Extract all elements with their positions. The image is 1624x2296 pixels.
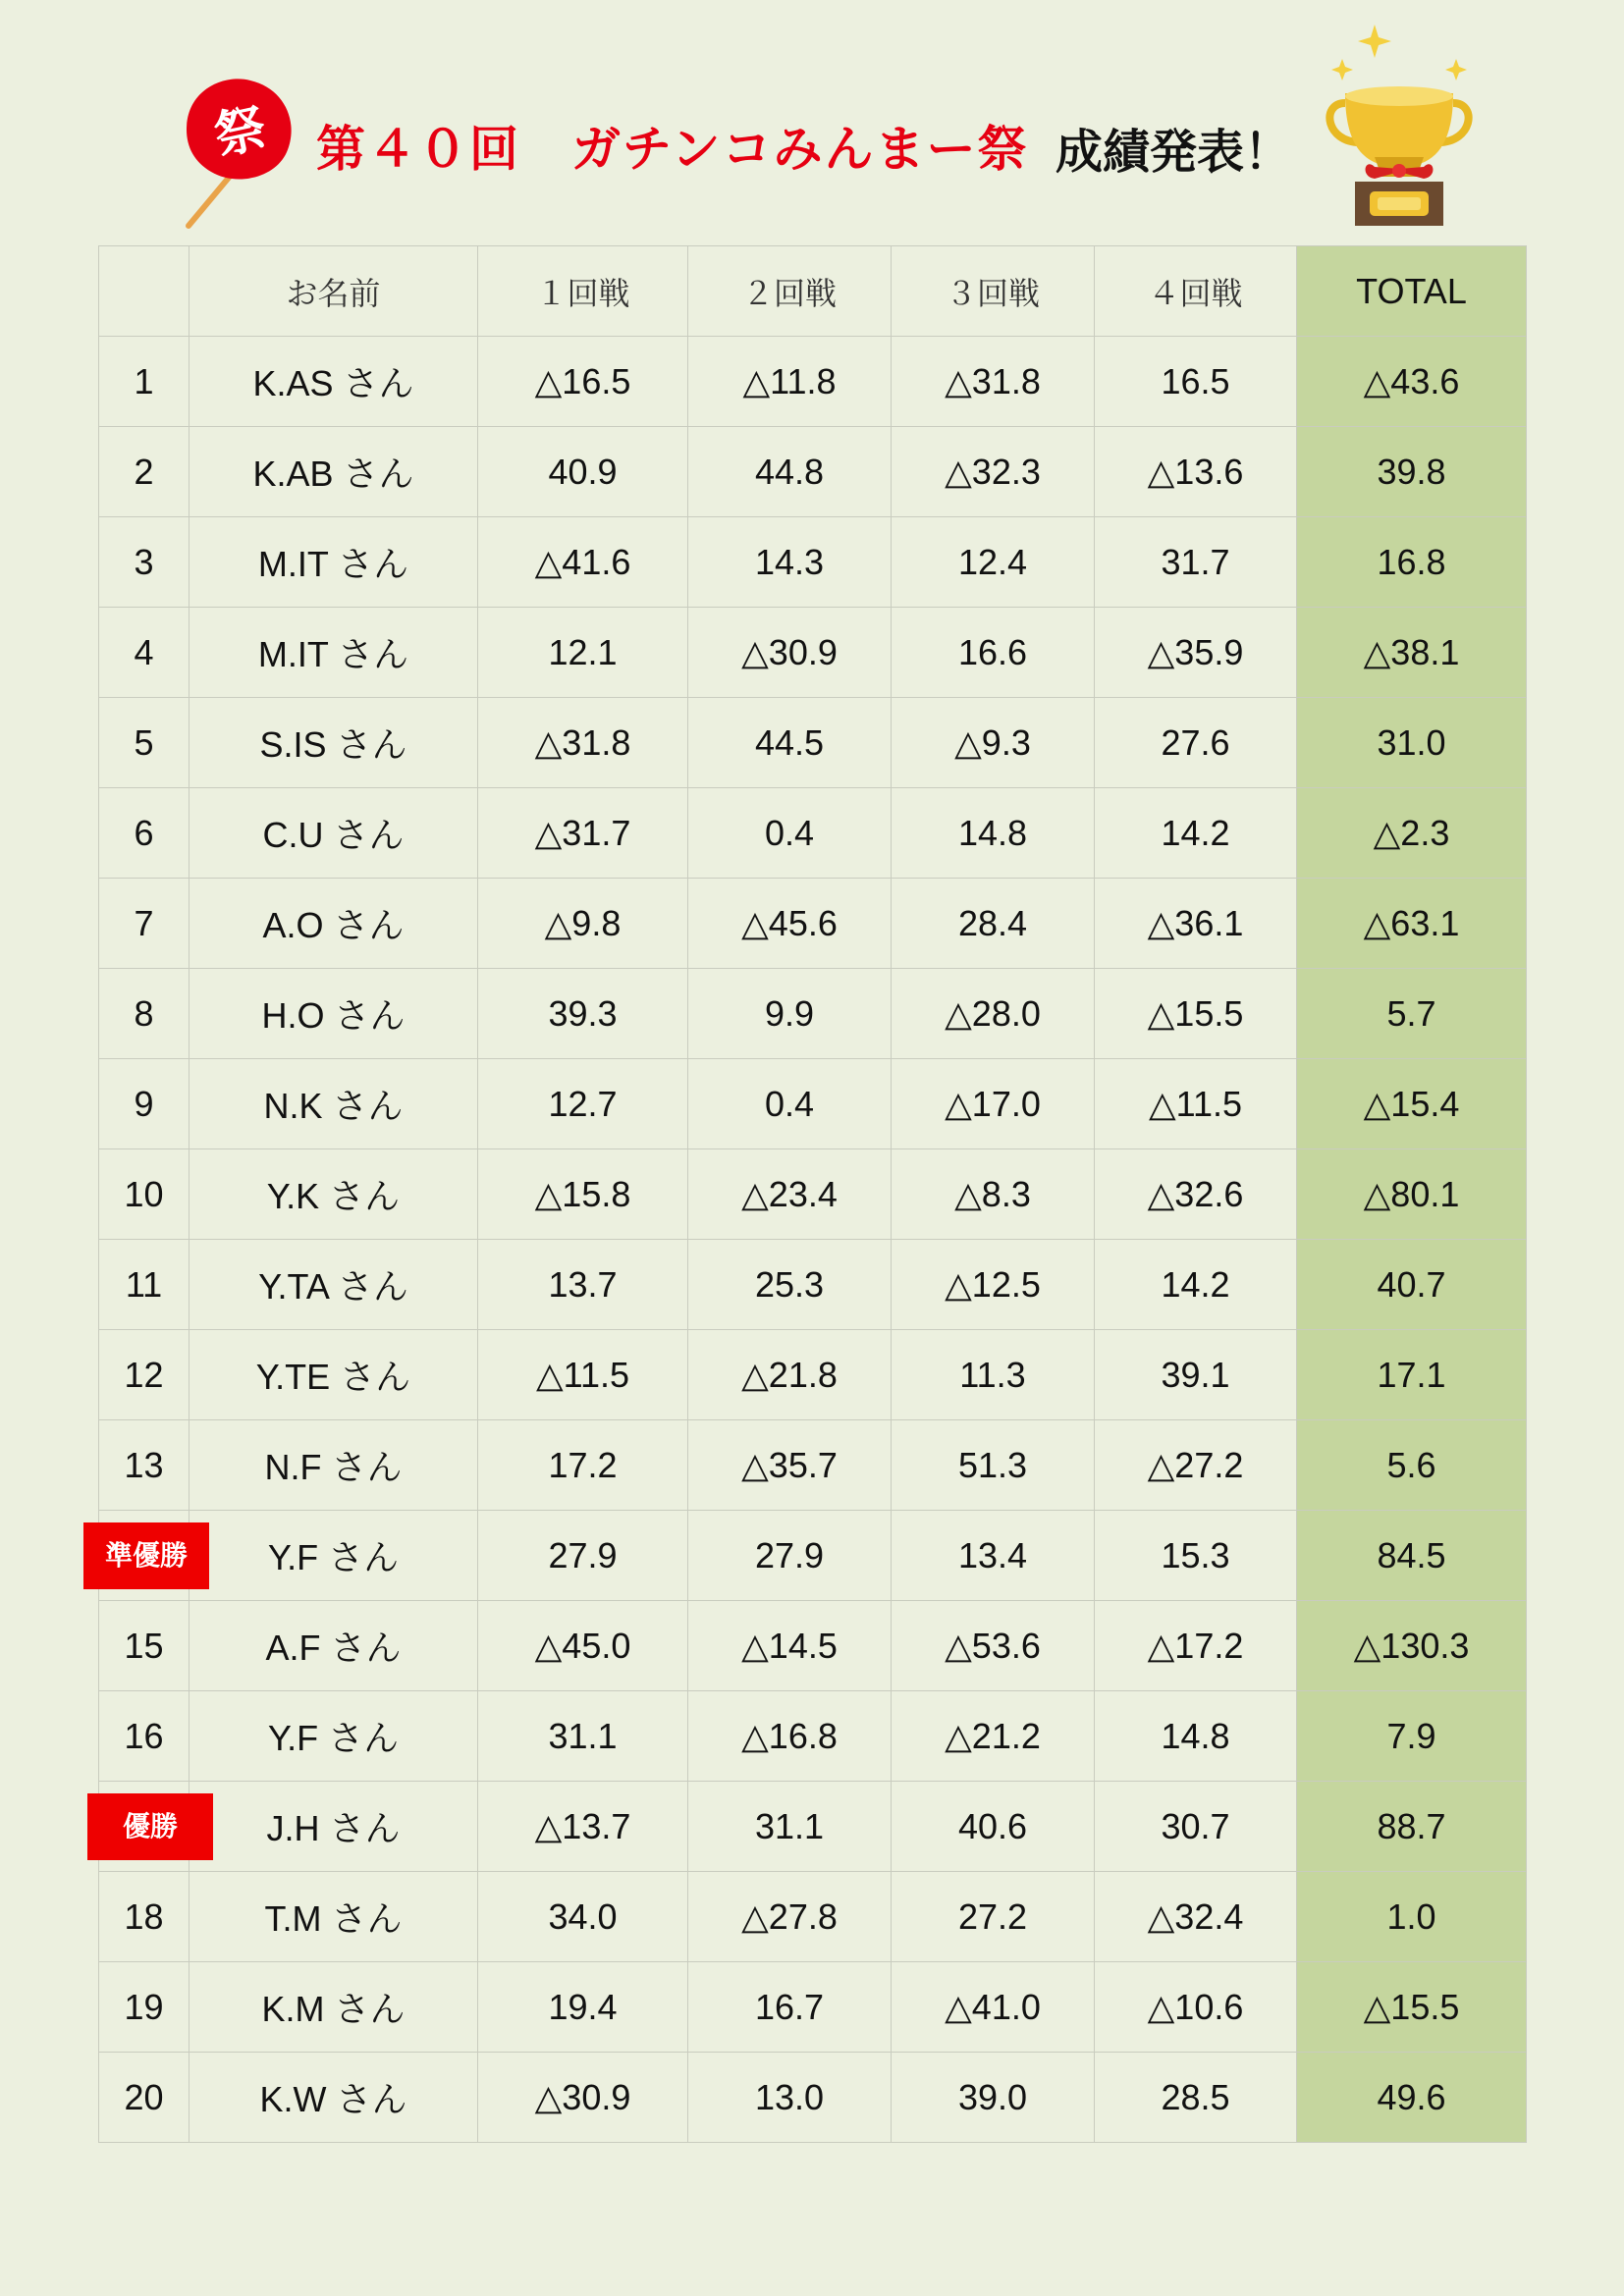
award-badge: 準優勝 bbox=[83, 1522, 209, 1589]
round-2-score: △35.7 bbox=[688, 1420, 892, 1511]
total-score: 84.5 bbox=[1297, 1511, 1527, 1601]
round-2-score: 16.7 bbox=[688, 1962, 892, 2053]
table-row bbox=[99, 1601, 1527, 1691]
round-4-score: 14.2 bbox=[1095, 1240, 1297, 1330]
round-3-score: 39.0 bbox=[892, 2053, 1095, 2143]
round-3-score: △8.3 bbox=[892, 1149, 1095, 1240]
player-name: K.W さん bbox=[189, 2053, 478, 2143]
player-name: S.IS さん bbox=[189, 698, 478, 788]
round-4-score: △10.6 bbox=[1095, 1962, 1297, 2053]
round-1-score: △11.5 bbox=[478, 1330, 688, 1420]
round-2-score: 27.9 bbox=[688, 1511, 892, 1601]
header-round-3: ３回戦 bbox=[892, 246, 1095, 337]
round-3-score: 51.3 bbox=[892, 1420, 1095, 1511]
round-3-score: 13.4 bbox=[892, 1511, 1095, 1601]
player-name: Y.TA さん bbox=[189, 1240, 478, 1330]
player-name: N.K さん bbox=[189, 1059, 478, 1149]
round-4-score: 15.3 bbox=[1095, 1511, 1297, 1601]
round-4-score: △11.5 bbox=[1095, 1059, 1297, 1149]
round-1-score: △41.6 bbox=[478, 517, 688, 608]
rank-cell bbox=[99, 1511, 189, 1601]
rank-cell: 19 bbox=[99, 1962, 189, 2053]
total-score: 5.7 bbox=[1297, 969, 1527, 1059]
round-1-score: 39.3 bbox=[478, 969, 688, 1059]
round-4-score: 28.5 bbox=[1095, 2053, 1297, 2143]
rank-cell: 5 bbox=[99, 698, 189, 788]
round-2-score: △16.8 bbox=[688, 1691, 892, 1782]
player-name: J.H さん bbox=[189, 1782, 478, 1872]
table-row bbox=[99, 608, 1527, 698]
page-subtitle: 成績発表！ bbox=[1056, 125, 1292, 180]
uchiwa-character: 祭 bbox=[209, 98, 272, 167]
round-3-score: 27.2 bbox=[892, 1872, 1095, 1962]
round-4-score: △36.1 bbox=[1095, 879, 1297, 969]
table-row bbox=[99, 788, 1527, 879]
round-2-score: 0.4 bbox=[688, 788, 892, 879]
table-row bbox=[99, 879, 1527, 969]
total-score: 5.6 bbox=[1297, 1420, 1527, 1511]
award-badge: 優勝 bbox=[87, 1793, 213, 1860]
round-3-score: △53.6 bbox=[892, 1601, 1095, 1691]
header bbox=[0, 0, 1624, 245]
round-1-score: 34.0 bbox=[478, 1872, 688, 1962]
total-score: △38.1 bbox=[1297, 608, 1527, 698]
round-1-score: △13.7 bbox=[478, 1782, 688, 1872]
round-3-score: 40.6 bbox=[892, 1782, 1095, 1872]
table-row bbox=[99, 1240, 1527, 1330]
table-row bbox=[99, 1691, 1527, 1782]
round-2-score: △23.4 bbox=[688, 1149, 892, 1240]
table-row bbox=[99, 337, 1527, 427]
player-name: Y.TE さん bbox=[189, 1330, 478, 1420]
rank-cell: 8 bbox=[99, 969, 189, 1059]
round-3-score: △17.0 bbox=[892, 1059, 1095, 1149]
total-score: △130.3 bbox=[1297, 1601, 1527, 1691]
round-3-score: 16.6 bbox=[892, 608, 1095, 698]
round-3-score: △28.0 bbox=[892, 969, 1095, 1059]
round-3-score: △9.3 bbox=[892, 698, 1095, 788]
header-name: お名前 bbox=[189, 246, 478, 337]
round-2-score: 44.5 bbox=[688, 698, 892, 788]
table-header-row bbox=[99, 246, 1527, 337]
table-row bbox=[99, 2053, 1527, 2143]
player-name: Y.F さん bbox=[189, 1691, 478, 1782]
round-4-score: △35.9 bbox=[1095, 608, 1297, 698]
round-4-score: △17.2 bbox=[1095, 1601, 1297, 1691]
table-row bbox=[99, 698, 1527, 788]
rank-cell: 20 bbox=[99, 2053, 189, 2143]
round-1-score: △31.7 bbox=[478, 788, 688, 879]
rank-cell: 18 bbox=[99, 1872, 189, 1962]
page-title: 第４０回 ガチンコみんまー祭 bbox=[316, 121, 1029, 178]
total-score: △43.6 bbox=[1297, 337, 1527, 427]
total-score: 31.0 bbox=[1297, 698, 1527, 788]
table-row bbox=[99, 1420, 1527, 1511]
round-1-score: 12.7 bbox=[478, 1059, 688, 1149]
total-score: △63.1 bbox=[1297, 879, 1527, 969]
rank-cell: 15 bbox=[99, 1601, 189, 1691]
round-1-score: 13.7 bbox=[478, 1240, 688, 1330]
table-row bbox=[99, 1330, 1527, 1420]
player-name: A.F さん bbox=[189, 1601, 478, 1691]
round-4-score: 14.2 bbox=[1095, 788, 1297, 879]
round-1-score: 12.1 bbox=[478, 608, 688, 698]
round-1-score: △30.9 bbox=[478, 2053, 688, 2143]
table-row bbox=[99, 1059, 1527, 1149]
round-4-score: 30.7 bbox=[1095, 1782, 1297, 1872]
round-3-score: 12.4 bbox=[892, 517, 1095, 608]
round-4-score: 39.1 bbox=[1095, 1330, 1297, 1420]
round-2-score: 13.0 bbox=[688, 2053, 892, 2143]
total-score: 39.8 bbox=[1297, 427, 1527, 517]
player-name: M.IT さん bbox=[189, 608, 478, 698]
round-3-score: △31.8 bbox=[892, 337, 1095, 427]
total-score: 88.7 bbox=[1297, 1782, 1527, 1872]
header-round-1: １回戦 bbox=[478, 246, 688, 337]
round-2-score: △27.8 bbox=[688, 1872, 892, 1962]
player-name: C.U さん bbox=[189, 788, 478, 879]
score-table bbox=[98, 245, 1527, 2143]
player-name: Y.K さん bbox=[189, 1149, 478, 1240]
rank-cell: 7 bbox=[99, 879, 189, 969]
player-name: K.M さん bbox=[189, 1962, 478, 2053]
round-2-score: 14.3 bbox=[688, 517, 892, 608]
rank-cell: 10 bbox=[99, 1149, 189, 1240]
total-score: △15.5 bbox=[1297, 1962, 1527, 2053]
table-row bbox=[99, 1782, 1527, 1872]
round-2-score: 9.9 bbox=[688, 969, 892, 1059]
table-row bbox=[99, 517, 1527, 608]
round-2-score: 44.8 bbox=[688, 427, 892, 517]
round-3-score: 28.4 bbox=[892, 879, 1095, 969]
rank-cell: 16 bbox=[99, 1691, 189, 1782]
rank-cell: 9 bbox=[99, 1059, 189, 1149]
header-total: TOTAL bbox=[1297, 246, 1527, 337]
total-score: 16.8 bbox=[1297, 517, 1527, 608]
round-3-score: △12.5 bbox=[892, 1240, 1095, 1330]
round-2-score: △30.9 bbox=[688, 608, 892, 698]
rank-cell: 3 bbox=[99, 517, 189, 608]
round-2-score: △14.5 bbox=[688, 1601, 892, 1691]
table-row bbox=[99, 1872, 1527, 1962]
total-score: △15.4 bbox=[1297, 1059, 1527, 1149]
rank-cell: 12 bbox=[99, 1330, 189, 1420]
round-4-score: △32.4 bbox=[1095, 1872, 1297, 1962]
round-2-score: △11.8 bbox=[688, 337, 892, 427]
rank-cell: 13 bbox=[99, 1420, 189, 1511]
round-2-score: 25.3 bbox=[688, 1240, 892, 1330]
table-row bbox=[99, 1149, 1527, 1240]
rank-cell: 1 bbox=[99, 337, 189, 427]
header-rank bbox=[99, 246, 189, 337]
total-score: 17.1 bbox=[1297, 1330, 1527, 1420]
round-1-score: 19.4 bbox=[478, 1962, 688, 2053]
header-round-2: ２回戦 bbox=[688, 246, 892, 337]
round-3-score: △21.2 bbox=[892, 1691, 1095, 1782]
player-name: T.M さん bbox=[189, 1872, 478, 1962]
round-1-score: 31.1 bbox=[478, 1691, 688, 1782]
player-name: M.IT さん bbox=[189, 517, 478, 608]
round-4-score: △13.6 bbox=[1095, 427, 1297, 517]
round-3-score: 14.8 bbox=[892, 788, 1095, 879]
rank-cell: 11 bbox=[99, 1240, 189, 1330]
round-1-score: 40.9 bbox=[478, 427, 688, 517]
player-name: A.O さん bbox=[189, 879, 478, 969]
player-name: N.F さん bbox=[189, 1420, 478, 1511]
trophy-icon bbox=[1321, 20, 1478, 231]
round-2-score: △45.6 bbox=[688, 879, 892, 969]
table-row bbox=[99, 969, 1527, 1059]
player-name: K.AB さん bbox=[189, 427, 478, 517]
table-row bbox=[99, 1511, 1527, 1601]
round-2-score: 31.1 bbox=[688, 1782, 892, 1872]
round-4-score: 27.6 bbox=[1095, 698, 1297, 788]
table-row bbox=[99, 1962, 1527, 2053]
round-3-score: △41.0 bbox=[892, 1962, 1095, 2053]
total-score: 1.0 bbox=[1297, 1872, 1527, 1962]
round-2-score: 0.4 bbox=[688, 1059, 892, 1149]
table-row bbox=[99, 427, 1527, 517]
total-score: 7.9 bbox=[1297, 1691, 1527, 1782]
round-3-score: 11.3 bbox=[892, 1330, 1095, 1420]
round-4-score: △15.5 bbox=[1095, 969, 1297, 1059]
player-name: K.AS さん bbox=[189, 337, 478, 427]
round-4-score: 16.5 bbox=[1095, 337, 1297, 427]
round-4-score: 31.7 bbox=[1095, 517, 1297, 608]
header-round-4: ４回戦 bbox=[1095, 246, 1297, 337]
round-2-score: △21.8 bbox=[688, 1330, 892, 1420]
round-4-score: △32.6 bbox=[1095, 1149, 1297, 1240]
total-score: 40.7 bbox=[1297, 1240, 1527, 1330]
round-1-score: △16.5 bbox=[478, 337, 688, 427]
total-score: 49.6 bbox=[1297, 2053, 1527, 2143]
rank-cell: 2 bbox=[99, 427, 189, 517]
round-1-score: 17.2 bbox=[478, 1420, 688, 1511]
round-1-score: 27.9 bbox=[478, 1511, 688, 1601]
total-score: △2.3 bbox=[1297, 788, 1527, 879]
round-1-score: △45.0 bbox=[478, 1601, 688, 1691]
round-1-score: △31.8 bbox=[478, 698, 688, 788]
festival-uchiwa-icon bbox=[167, 69, 304, 236]
total-score: △80.1 bbox=[1297, 1149, 1527, 1240]
round-4-score: △27.2 bbox=[1095, 1420, 1297, 1511]
player-name: H.O さん bbox=[189, 969, 478, 1059]
rank-cell: 6 bbox=[99, 788, 189, 879]
round-3-score: △32.3 bbox=[892, 427, 1095, 517]
player-name: Y.F さん bbox=[189, 1511, 478, 1601]
round-4-score: 14.8 bbox=[1095, 1691, 1297, 1782]
rank-cell: 4 bbox=[99, 608, 189, 698]
rank-cell bbox=[99, 1782, 189, 1872]
round-1-score: △15.8 bbox=[478, 1149, 688, 1240]
round-1-score: △9.8 bbox=[478, 879, 688, 969]
